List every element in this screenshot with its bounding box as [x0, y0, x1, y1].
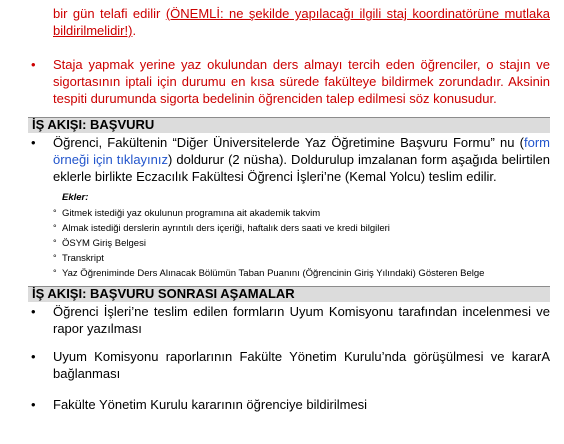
- step-1-line-1: Öğrenci İşleri’ne teslim edilen formların Uyum Komisyonu tarafından incelenmesi ve: [53, 304, 550, 319]
- important-note: (ÖNEMLİ: ne şekilde yapılacağı ilgili staj koordinatörüne mutlaka: [165, 6, 550, 21]
- intro-line-1: [53, 5, 550, 22]
- important-note-end: bildirilmelidir!): [53, 23, 133, 38]
- degree-bullet-icon: °: [53, 223, 57, 233]
- step-3-line-1: Fakülte Yönetim Kurulu kararının öğrenciye bildirilmesi: [53, 397, 368, 412]
- attachment-item: ÖSYM Giriş Belgesi: [62, 238, 146, 249]
- form-sample-link[interactable]: örneği için tıklayınız: [53, 152, 168, 167]
- attachments-title: Ekler:: [62, 192, 89, 203]
- form-link[interactable]: form: [524, 135, 550, 150]
- attachment-item: Almak istediği derslerin ayrıntılı ders içeriği, haftalık ders saati ve kredi bilgileri: [62, 223, 390, 234]
- step-2-line-2: bağlanması: [53, 366, 121, 381]
- step-1-line-2: rapor yazılması: [53, 321, 142, 336]
- bullet-icon: •: [31, 135, 36, 150]
- section-heading-post-application: İŞ AKIŞI: BAŞVURU SONRASI AŞAMALAR: [32, 286, 295, 301]
- summer-school-line-2: sigortasının iptali için durumu en kısa sürede fakülteye bildirmek zorundadır. Aksinin: [53, 74, 550, 89]
- intro-period: .: [132, 23, 137, 38]
- summer-school-line-1: Staja yapmak yerine yaz okulundan ders almayı tercih eden öğrenciler, o stajın ve: [53, 57, 550, 72]
- bullet-icon: •: [31, 349, 36, 364]
- application-text: ) doldurur (2 nüsha). Doldurulup imzalanan form aşağıda belirtilen: [168, 152, 550, 167]
- bullet-icon: •: [31, 57, 36, 72]
- step-2-line-1: Uyum Komisyonu raporlarının Fakülte Yönetim Kurulu’nda görüşülmesi ve kararA: [53, 349, 550, 364]
- intro-line-2: [53, 22, 136, 39]
- summer-school-line-3: tespiti durumunda sigorta bedelinin öğrenciden talep edilmesi söz konusudur.: [53, 91, 497, 106]
- attachment-item: Yaz Öğreniminde Ders Alınacak Bölümün Taban Puanını (Öğrencinin Giriş Yılındaki) Gösteren Belge: [62, 268, 485, 279]
- application-line-3: eklerle birlikte Eczacılık Fakültesi Öğrenci İşleri’ne (Kemal Yolcu) teslim edilir.: [53, 169, 497, 184]
- degree-bullet-icon: °: [53, 268, 57, 278]
- bullet-icon: •: [31, 304, 36, 319]
- degree-bullet-icon: °: [53, 253, 57, 263]
- intro-text: bir gün telafi edilir: [53, 6, 166, 21]
- degree-bullet-icon: °: [53, 208, 57, 218]
- application-line-2: [53, 151, 550, 168]
- attachment-item: Gitmek istediği yaz okulunun programına ait akademik takvim: [62, 208, 321, 219]
- section-heading-application: İŞ AKIŞI: BAŞVURU: [32, 117, 155, 132]
- attachment-item: Transkript: [62, 253, 104, 264]
- bullet-icon: •: [31, 397, 36, 412]
- application-text: Öğrenci, Fakültenin “Diğer Üniversitelerde Yaz Öğretimine Başvuru Formu” nu (: [53, 135, 524, 150]
- degree-bullet-icon: °: [53, 238, 57, 248]
- application-line-1: [53, 134, 550, 151]
